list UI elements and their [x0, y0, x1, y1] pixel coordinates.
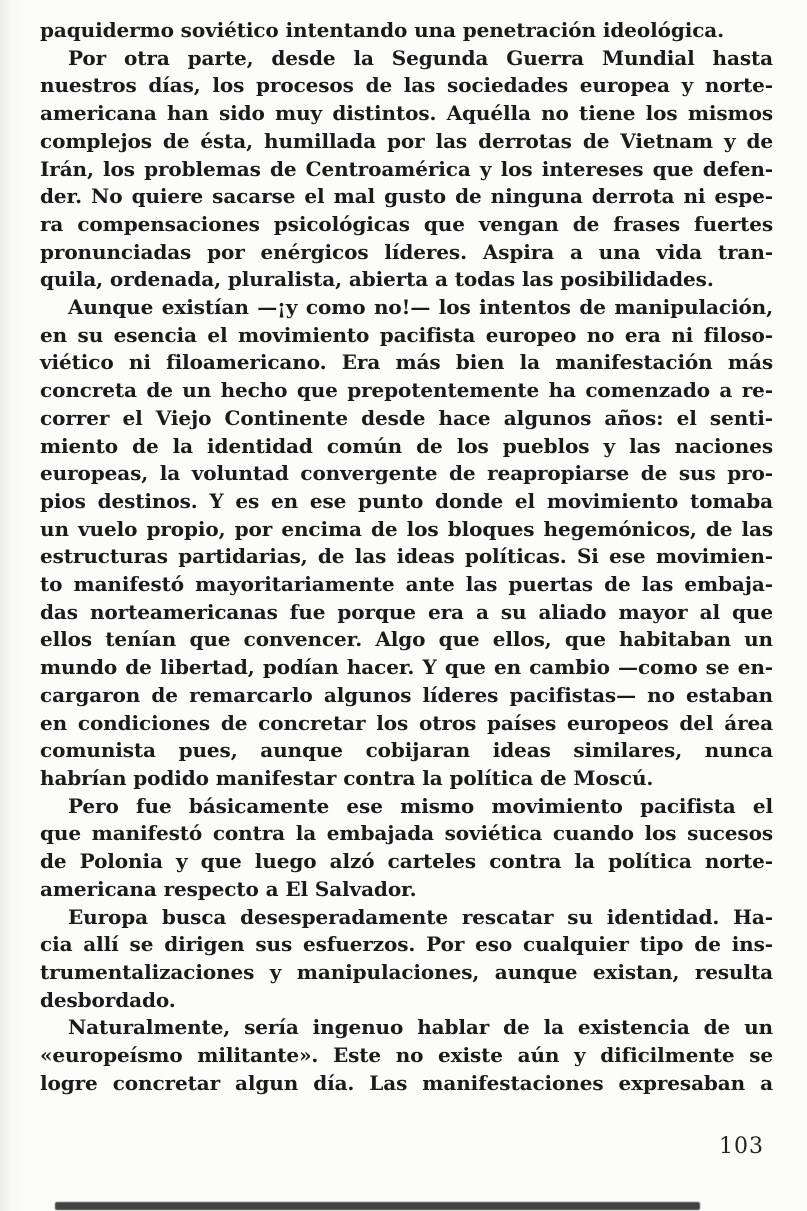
paragraph: [40, 793, 773, 904]
text-line: miento de la identidad común de los pueblos y las naciones: [40, 433, 773, 458]
page-number: 103: [719, 1134, 764, 1159]
text-line: en condiciones de concretar los otros países europeos del área: [40, 710, 773, 735]
text-line: de Polonia y que luego alzó carteles contra la política norte-: [40, 849, 773, 874]
text-line: Aunque existían —¡y como no!— los intentos de manipulación,: [68, 295, 773, 320]
text-line: europeas, la voluntad convergente de reapropiarse de sus pro-: [40, 461, 773, 486]
paragraph: [40, 1014, 773, 1097]
text-line: americana respecto a El Salvador.: [40, 876, 417, 901]
text-line: americana han sido muy distintos. Aquélla no tiene los mismos: [40, 101, 773, 126]
text-line: estructuras partidarias, de las ideas políticas. Si ese movimien-: [40, 544, 773, 569]
paragraph: [40, 17, 773, 45]
text-line: Irán, los problemas de Centroamérica y los intereses que defen-: [40, 156, 773, 181]
text-line: en su esencia el movimiento pacifista europeo no era ni filoso-: [40, 322, 773, 347]
paragraph: [40, 904, 773, 1015]
text-line: pronunciadas por enérgicos líderes. Aspira a una vida tran-: [40, 239, 773, 264]
text-line: ellos tenían que convencer. Algo que ellos, que habitaban un: [40, 627, 773, 652]
text-line: «europeísmo militante». Este no existe aún y dificilmente se: [40, 1043, 773, 1068]
text-block: [40, 17, 773, 1097]
text-line: habrían podido manifestar contra la política de Moscú.: [40, 765, 654, 790]
text-line: complejos de ésta, humillada por las derrotas de Vietnam y de: [40, 128, 773, 153]
paragraph: [40, 45, 773, 294]
text-line: mundo de libertad, podían hacer. Y que en cambio —como se en-: [40, 655, 773, 680]
text-line: der. No quiere sacarse el mal gusto de ninguna derrota ni espe-: [40, 184, 773, 209]
text-line: concreta de un hecho que prepotentemente ha comenzado a re-: [40, 378, 773, 403]
text-line: desbordado.: [40, 987, 176, 1012]
text-line: correr el Viejo Continente desde hace algunos años: el senti-: [40, 405, 773, 430]
text-line: comunista pues, aunque cobijaran ideas similares, nunca: [40, 738, 773, 763]
text-line: pios destinos. Y es en ese punto donde el movimiento tomaba: [40, 488, 773, 513]
text-line: viético ni filoamericano. Era más bien la manifestación más: [40, 350, 773, 375]
text-line: trumentalizaciones y manipulaciones, aunque existan, resulta: [40, 959, 773, 984]
text-line: ra compensaciones psicológicas que vengan de frases fuertes: [40, 211, 773, 236]
text-line: Naturalmente, sería ingenuo hablar de la existencia de un: [68, 1015, 773, 1040]
text-line: quila, ordenada, pluralista, abierta a todas las posibilidades.: [40, 267, 714, 292]
text-line: nuestros días, los procesos de las sociedades europea y norte-: [40, 73, 773, 98]
text-line: un vuelo propio, por encima de los bloques hegemónicos, de las: [40, 516, 773, 541]
text-line: Por otra parte, desde la Segunda Guerra Mundial hasta: [68, 45, 773, 70]
text-line: to manifestó mayoritariamente ante las puertas de las embaja-: [40, 572, 773, 597]
text-line: Pero fue básicamente ese mismo movimiento pacifista el: [68, 793, 773, 818]
text-line: que manifestó contra la embajada soviética cuando los sucesos: [40, 821, 773, 846]
text-line: Europa busca desesperadamente rescatar su identidad. Ha-: [68, 904, 773, 929]
scan-artifact-bar: [55, 1202, 700, 1210]
text-line: cia allí se dirigen sus esfuerzos. Por eso cualquier tipo de ins-: [40, 932, 773, 957]
paragraph: [40, 294, 773, 793]
text-line: cargaron de remarcarlo algunos líderes pacifistas— no estaban: [40, 682, 773, 707]
text-line: paquidermo soviético intentando una penetración ideológica.: [40, 18, 725, 42]
text-line: logre concretar algun día. Las manifestaciones expresaban a: [40, 1070, 773, 1095]
text-line: das norteamericanas fue porque era a su aliado mayor al que: [40, 599, 773, 624]
